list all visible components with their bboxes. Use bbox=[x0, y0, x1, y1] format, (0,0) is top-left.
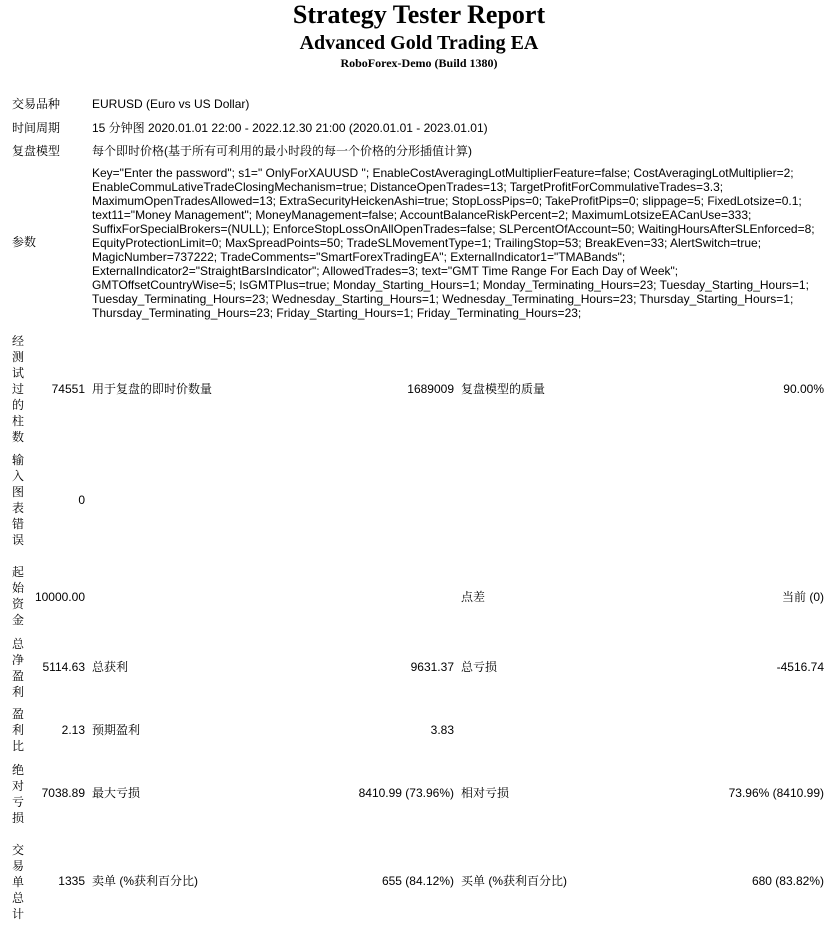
relative-drawdown-label: 相对亏损 bbox=[461, 786, 510, 800]
errors-label: 输入图表错误 bbox=[12, 453, 25, 547]
spread-value: 当前 (0) bbox=[781, 590, 824, 604]
quality-label: 复盘模型的质量 bbox=[461, 382, 546, 396]
ticks-value: 1689009 bbox=[407, 382, 454, 396]
errors-value: 0 bbox=[78, 493, 85, 507]
bars-value: 74551 bbox=[51, 382, 85, 396]
total-trades-value: 1335 bbox=[58, 874, 85, 888]
long-positions-value: 680 (83.82%) bbox=[751, 874, 824, 888]
gross-loss-label: 总亏损 bbox=[461, 660, 498, 674]
gross-profit-value: 9631.37 bbox=[410, 660, 454, 674]
params-value: Key="Enter the password"; s1=" OnlyForXAUUSD "; EnableCostAveragingLotMultiplierFeature=false; CostAveragingLotMultiplier=2; EnableCommuLativeTradeClosingMechanism=true; DistanceOpenTrades=13; TargetProfitForCommulativeTrades=3.3; MaximumOpenTradesAllowed=13; ExtraSecurityHeickenAshi=true; StopLossPips=0; TakeProfitPips=0; slippage=5; FixedLotsize=0.1; text11="Money Management"; MoneyManagement=false; AccountBalanceRiskPercent=2; MaximumLotsizeEACanUse=333; SuffixForSpecialBrokers=(NULL); EnforceStopLossOnAllOpenTrades=false; SLPercentOfAccount=50; WaitingHoursAfterSLEnforced=8; EquityProtectionLimit=0; MaxSpreadPoints=50; TradeSLMovementType=1; TrailingStop=53; BreakEven=33; AlertSwitch=true; MagicNumber=737222; TradeComments="SmartForexTradingEA"; ExternalIndicator1="TMABands"; ExternalIndicator2="StraightBarsIndicator"; AllowedTrades=3; text="GMT Time Range For Each Day of Week"; GMTOffsetCountryWise=5; IsGMTPlus=true; Monday_Starting_Hours=1; Monday_Terminating_Hours=23; Tuesday_Starting_Hours=1; Tuesday_Terminating_Hours=23; Wednesday_Starting_Hours=1; Wednesday_Terminating_Hours=23; Thursday_Starting_Hours=1; Thursday_Terminating_Hours=23; Friday_Starting_Hours=1; Friday_Terminating_Hours=23; bbox=[92, 166, 815, 320]
ea-name: Advanced Gold Trading EA bbox=[299, 32, 539, 54]
absolute-drawdown-value: 7038.89 bbox=[41, 786, 85, 800]
profit-factor-label: 盈利比 bbox=[12, 707, 25, 753]
profit-factor-value: 2.13 bbox=[61, 723, 85, 737]
period-value: 15 分钟图 2020.01.01 22:00 - 2022.12.30 21:00 (2020.01.01 - 2023.01.01) bbox=[92, 121, 488, 135]
deposit-label: 起始资金 bbox=[12, 565, 25, 627]
model-label: 复盘模型 bbox=[12, 144, 61, 158]
quality-value: 90.00% bbox=[783, 382, 824, 396]
gross-profit-label: 总获利 bbox=[92, 660, 129, 674]
period-label: 时间周期 bbox=[12, 121, 61, 135]
symbol-label: 交易品种 bbox=[12, 97, 61, 111]
long-positions-label: 买单 (%获利百分比) bbox=[461, 874, 567, 888]
model-value: 每个即时价格(基于所有可利用的最小时段的每一个价格的分形插值计算) bbox=[92, 144, 472, 158]
deposit-value: 10000.00 bbox=[34, 590, 85, 604]
maximal-drawdown-value: 8410.99 (73.96%) bbox=[358, 786, 454, 800]
server-build: RoboForex-Demo (Build 1380) bbox=[340, 56, 498, 70]
total-trades-label: 交易单总计 bbox=[12, 843, 25, 921]
ticks-label: 用于复盘的即时价数量 bbox=[92, 382, 213, 396]
maximal-drawdown-label: 最大亏损 bbox=[92, 786, 141, 800]
gross-loss-value: -4516.74 bbox=[776, 660, 824, 674]
expected-payoff-value: 3.83 bbox=[430, 723, 454, 737]
bars-label: 经测试过的柱数 bbox=[12, 334, 25, 444]
short-positions-value: 655 (84.12%) bbox=[381, 874, 454, 888]
net-profit-value: 5114.63 bbox=[42, 660, 85, 674]
expected-payoff-label: 预期盈利 bbox=[92, 723, 141, 737]
net-profit-label: 总净盈利 bbox=[12, 637, 25, 699]
spread-label: 点差 bbox=[461, 590, 486, 604]
short-positions-label: 卖单 (%获利百分比) bbox=[92, 874, 198, 888]
params-label: 参数 bbox=[12, 235, 37, 249]
report-title: Strategy Tester Report bbox=[292, 0, 546, 29]
relative-drawdown-value: 73.96% (8410.99) bbox=[728, 786, 824, 800]
symbol-value: EURUSD (Euro vs US Dollar) bbox=[92, 97, 250, 111]
absolute-drawdown-label: 绝对亏损 bbox=[12, 763, 25, 825]
